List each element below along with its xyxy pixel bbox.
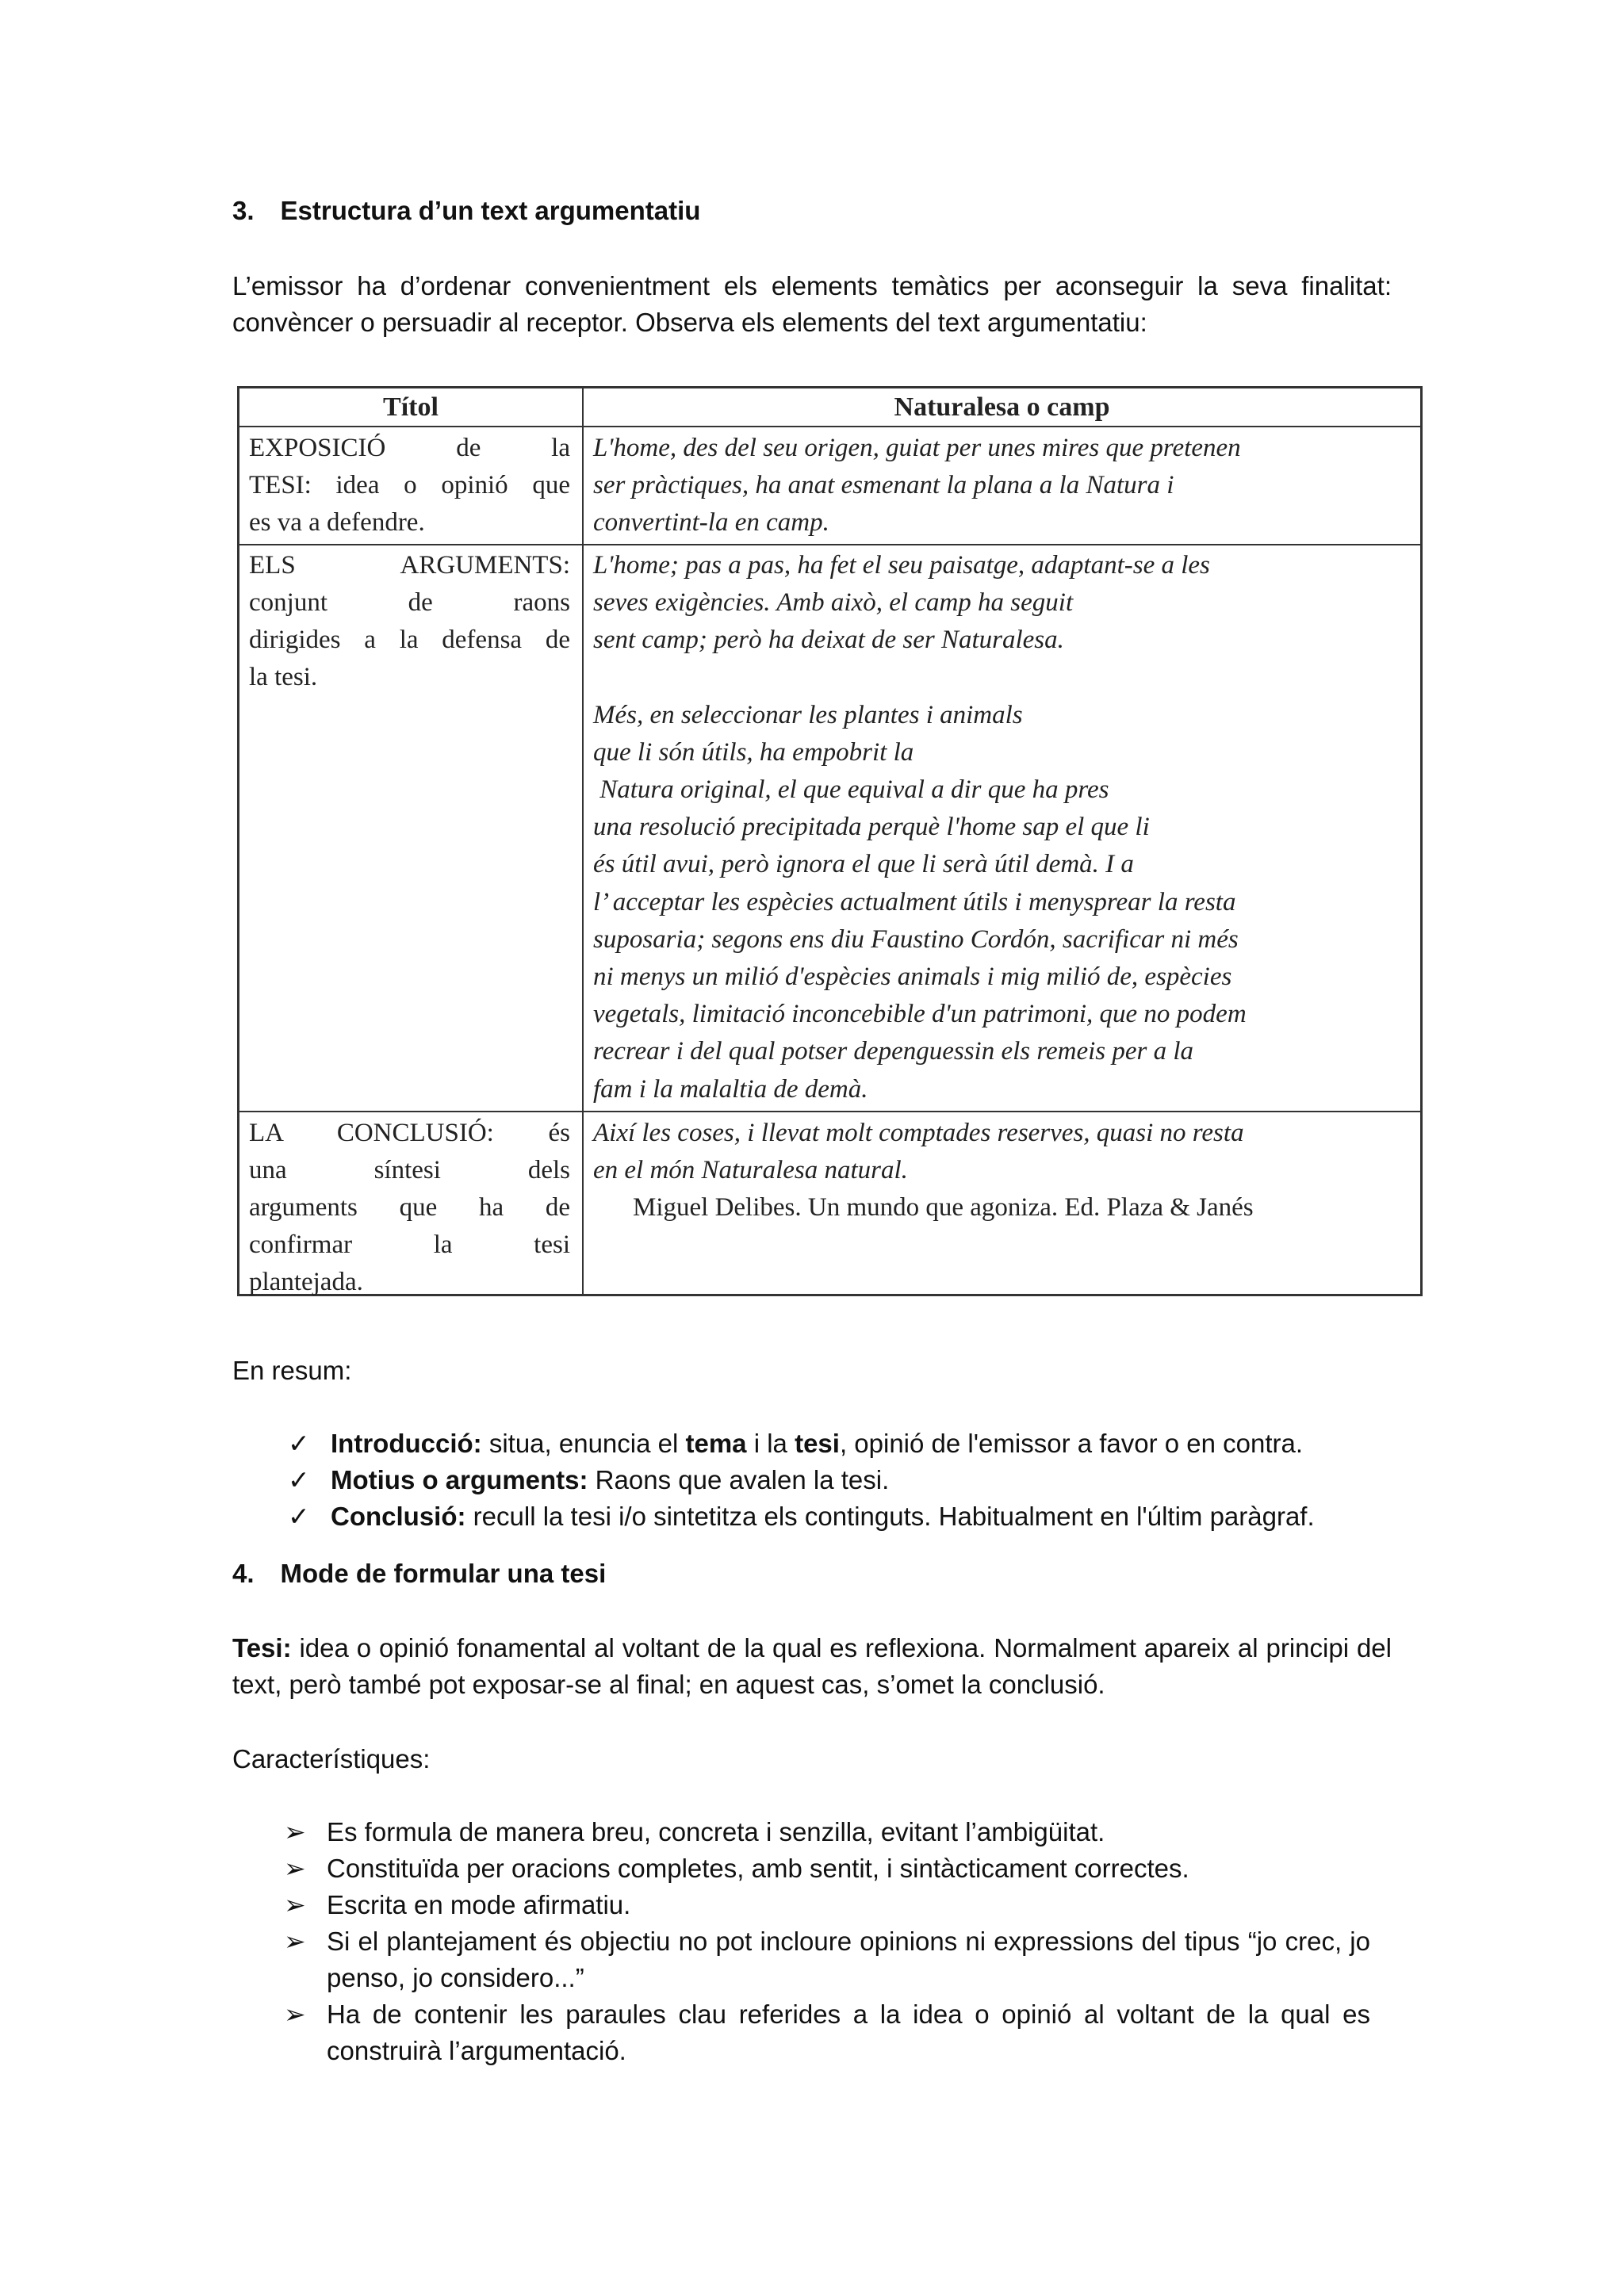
- table-cell-text-conclusio: [593, 1115, 1418, 1227]
- list-item-text: Escrita en mode afirmatiu.: [327, 1890, 631, 1919]
- arrow-bullet-icon: ➢: [284, 1999, 306, 2029]
- cell-line: dirigides a la defensa de: [249, 626, 570, 654]
- cell-line: Així les coses, i llevat molt comptades reserves, quasi no resta: [593, 1119, 1244, 1147]
- cell-line: que li són útils, ha empobrit la: [593, 737, 914, 767]
- cell-line: és útil avui, però ignora el que li serà útil demà. I a: [593, 850, 1134, 879]
- cell-line: plantejada.: [249, 1268, 363, 1296]
- cell-line: confirmar la tesi: [249, 1230, 570, 1259]
- table-header-divider: [239, 426, 1420, 427]
- cell-blank-line: [593, 660, 1418, 697]
- arrow-bullet-icon: ➢: [284, 1927, 306, 1956]
- table-cell-conclusio: [249, 1115, 570, 1301]
- section-3-heading: 3. Estructura d’un text argumentatiu: [232, 196, 701, 225]
- argument-structure-table: [237, 386, 1423, 1296]
- cell-line: TESI: idea o opinió que: [249, 471, 570, 499]
- list-item-text: [331, 1462, 1414, 1498]
- list-item-text: [331, 1425, 1414, 1462]
- arrow-bullet-icon: ➢: [284, 1854, 306, 1883]
- cell-line: seves exigències. Amb això, el camp ha seguit: [593, 588, 1074, 618]
- term: tesi: [795, 1429, 840, 1458]
- section-3-intro: L’emissor ha d’ordenar convenientment els elements temàtics per aconseguir la seva finalitat: convèncer o persuadir al receptor. Observa els elements del text argumentatiu:: [232, 271, 1392, 337]
- list-item: [284, 1887, 1370, 1923]
- cell-line: fam i la malaltia de demà.: [593, 1074, 868, 1104]
- cell-line: suposaria; segons ens diu Faustino Cordón, sacrificar ni més: [593, 924, 1239, 954]
- table-cell-text-arguments: [593, 547, 1418, 1108]
- cell-line: una resolució precipitada perquè l'home sap el que li: [593, 813, 1150, 842]
- list-item: [288, 1425, 1414, 1462]
- cell-line: Natura original, el que equival a dir que ha pres: [593, 775, 1109, 805]
- cell-line: convertint-la en camp.: [593, 508, 829, 538]
- summary-list: [288, 1425, 1414, 1535]
- cell-line: LA CONCLUSIÓ: és: [249, 1119, 570, 1147]
- table-cell-arguments: [249, 547, 570, 696]
- features-label: Característiques:: [232, 1744, 431, 1774]
- term: tema: [685, 1429, 747, 1458]
- checkmark-icon: ✓: [288, 1502, 310, 1531]
- cell-line: recrear i del qual potser depenguessin els remeis per a la: [593, 1037, 1194, 1066]
- table-header-naturalesa: Naturalesa o camp: [894, 392, 1110, 422]
- features-list: [284, 1814, 1370, 2069]
- cell-line: la tesi.: [249, 663, 318, 691]
- list-item-text: Si el plantejament és objectiu no pot incloure opinions ni expressions del tipus “jo crec, jo penso, jo considero...”: [327, 1927, 1370, 1992]
- list-item: [284, 1923, 1370, 1996]
- text: Raons que avalen la tesi.: [588, 1465, 890, 1494]
- cell-line: es va a defendre.: [249, 508, 425, 537]
- section-4-heading: 4. Mode de formular una tesi: [232, 1559, 607, 1588]
- cell-line: ni menys un milió d'espècies animals i mig milió de, espècies: [593, 962, 1232, 992]
- summary-label: En resum:: [232, 1356, 352, 1385]
- citation: Miguel Delibes. Un mundo que agoniza. Ed. Plaza & Janés: [633, 1193, 1254, 1223]
- cell-line: L'home; pas a pas, ha fet el seu paisatge, adaptant-se a les: [593, 551, 1210, 580]
- arrow-bullet-icon: ➢: [284, 1817, 306, 1846]
- table-row-divider: [239, 544, 1420, 545]
- list-item-text: [331, 1498, 1414, 1535]
- arrow-bullet-icon: ➢: [284, 1890, 306, 1919]
- checkmark-icon: ✓: [288, 1465, 310, 1494]
- cell-line: una síntesi dels: [249, 1156, 570, 1184]
- text: i la: [746, 1429, 795, 1458]
- text: recull la tesi i/o sintetitza els continguts. Habitualment en l'últim paràgraf.: [465, 1502, 1315, 1531]
- list-item: [284, 1814, 1370, 1850]
- cell-line: conjunt de raons: [249, 588, 570, 617]
- table-header-titol: Títol: [383, 392, 439, 422]
- list-item-text: Ha de contenir les paraules clau referides a la idea o opinió al voltant de la qual es construirà l’argumentació.: [327, 1999, 1370, 2065]
- tesi-text: idea o opinió fonamental al voltant de la qual es reflexiona. Normalment apareix al principi del text, però també pot exposar-se al final; en aquest cas, s’omet la conclusió.: [232, 1633, 1392, 1699]
- cell-line: l’ acceptar les espècies actualment útils i menysprear la resta: [593, 887, 1236, 916]
- list-item-text: Es formula de manera breu, concreta i senzilla, evitant l’ambigüitat.: [327, 1817, 1105, 1846]
- tesi-label: Tesi:: [232, 1633, 292, 1663]
- list-item: [284, 1996, 1370, 2069]
- table-cell-exposicio: [249, 430, 570, 541]
- table-row-divider: [239, 1111, 1420, 1112]
- table-cell-text-exposicio: [593, 430, 1418, 542]
- cell-line: EXPOSICIÓ de la: [249, 434, 570, 462]
- cell-line: en el món Naturalesa natural.: [593, 1156, 908, 1185]
- cell-line: Més, en seleccionar les plantes i animals: [593, 700, 1023, 729]
- cell-line: ser pràctiques, ha anat esmenant la plana a la Natura i: [593, 471, 1174, 500]
- list-item: [288, 1462, 1414, 1498]
- cell-line: sent camp; però ha deixat de ser Naturalesa.: [593, 626, 1064, 655]
- list-item: [288, 1498, 1414, 1535]
- cell-line: vegetals, limitació inconcebible d'un patrimoni, que no podem: [593, 1000, 1247, 1029]
- checkmark-icon: ✓: [288, 1429, 310, 1458]
- cell-line: L'home, des del seu origen, guiat per unes mires que pretenen: [593, 434, 1241, 462]
- term: Introducció:: [331, 1429, 482, 1458]
- list-item: [284, 1850, 1370, 1887]
- text: , opinió de l'emissor a favor o en contra.: [839, 1429, 1304, 1458]
- table-column-divider: [582, 388, 584, 1294]
- cell-line: ELS ARGUMENTS:: [249, 551, 570, 580]
- list-item-text: Constituïda per oracions completes, amb sentit, i sintàcticament correctes.: [327, 1854, 1189, 1883]
- term: Motius o arguments:: [331, 1465, 588, 1494]
- cell-line: arguments que ha de: [249, 1193, 570, 1222]
- text: situa, enuncia el: [481, 1429, 686, 1458]
- term: Conclusió:: [331, 1502, 466, 1531]
- tesi-paragraph: [232, 1630, 1392, 1703]
